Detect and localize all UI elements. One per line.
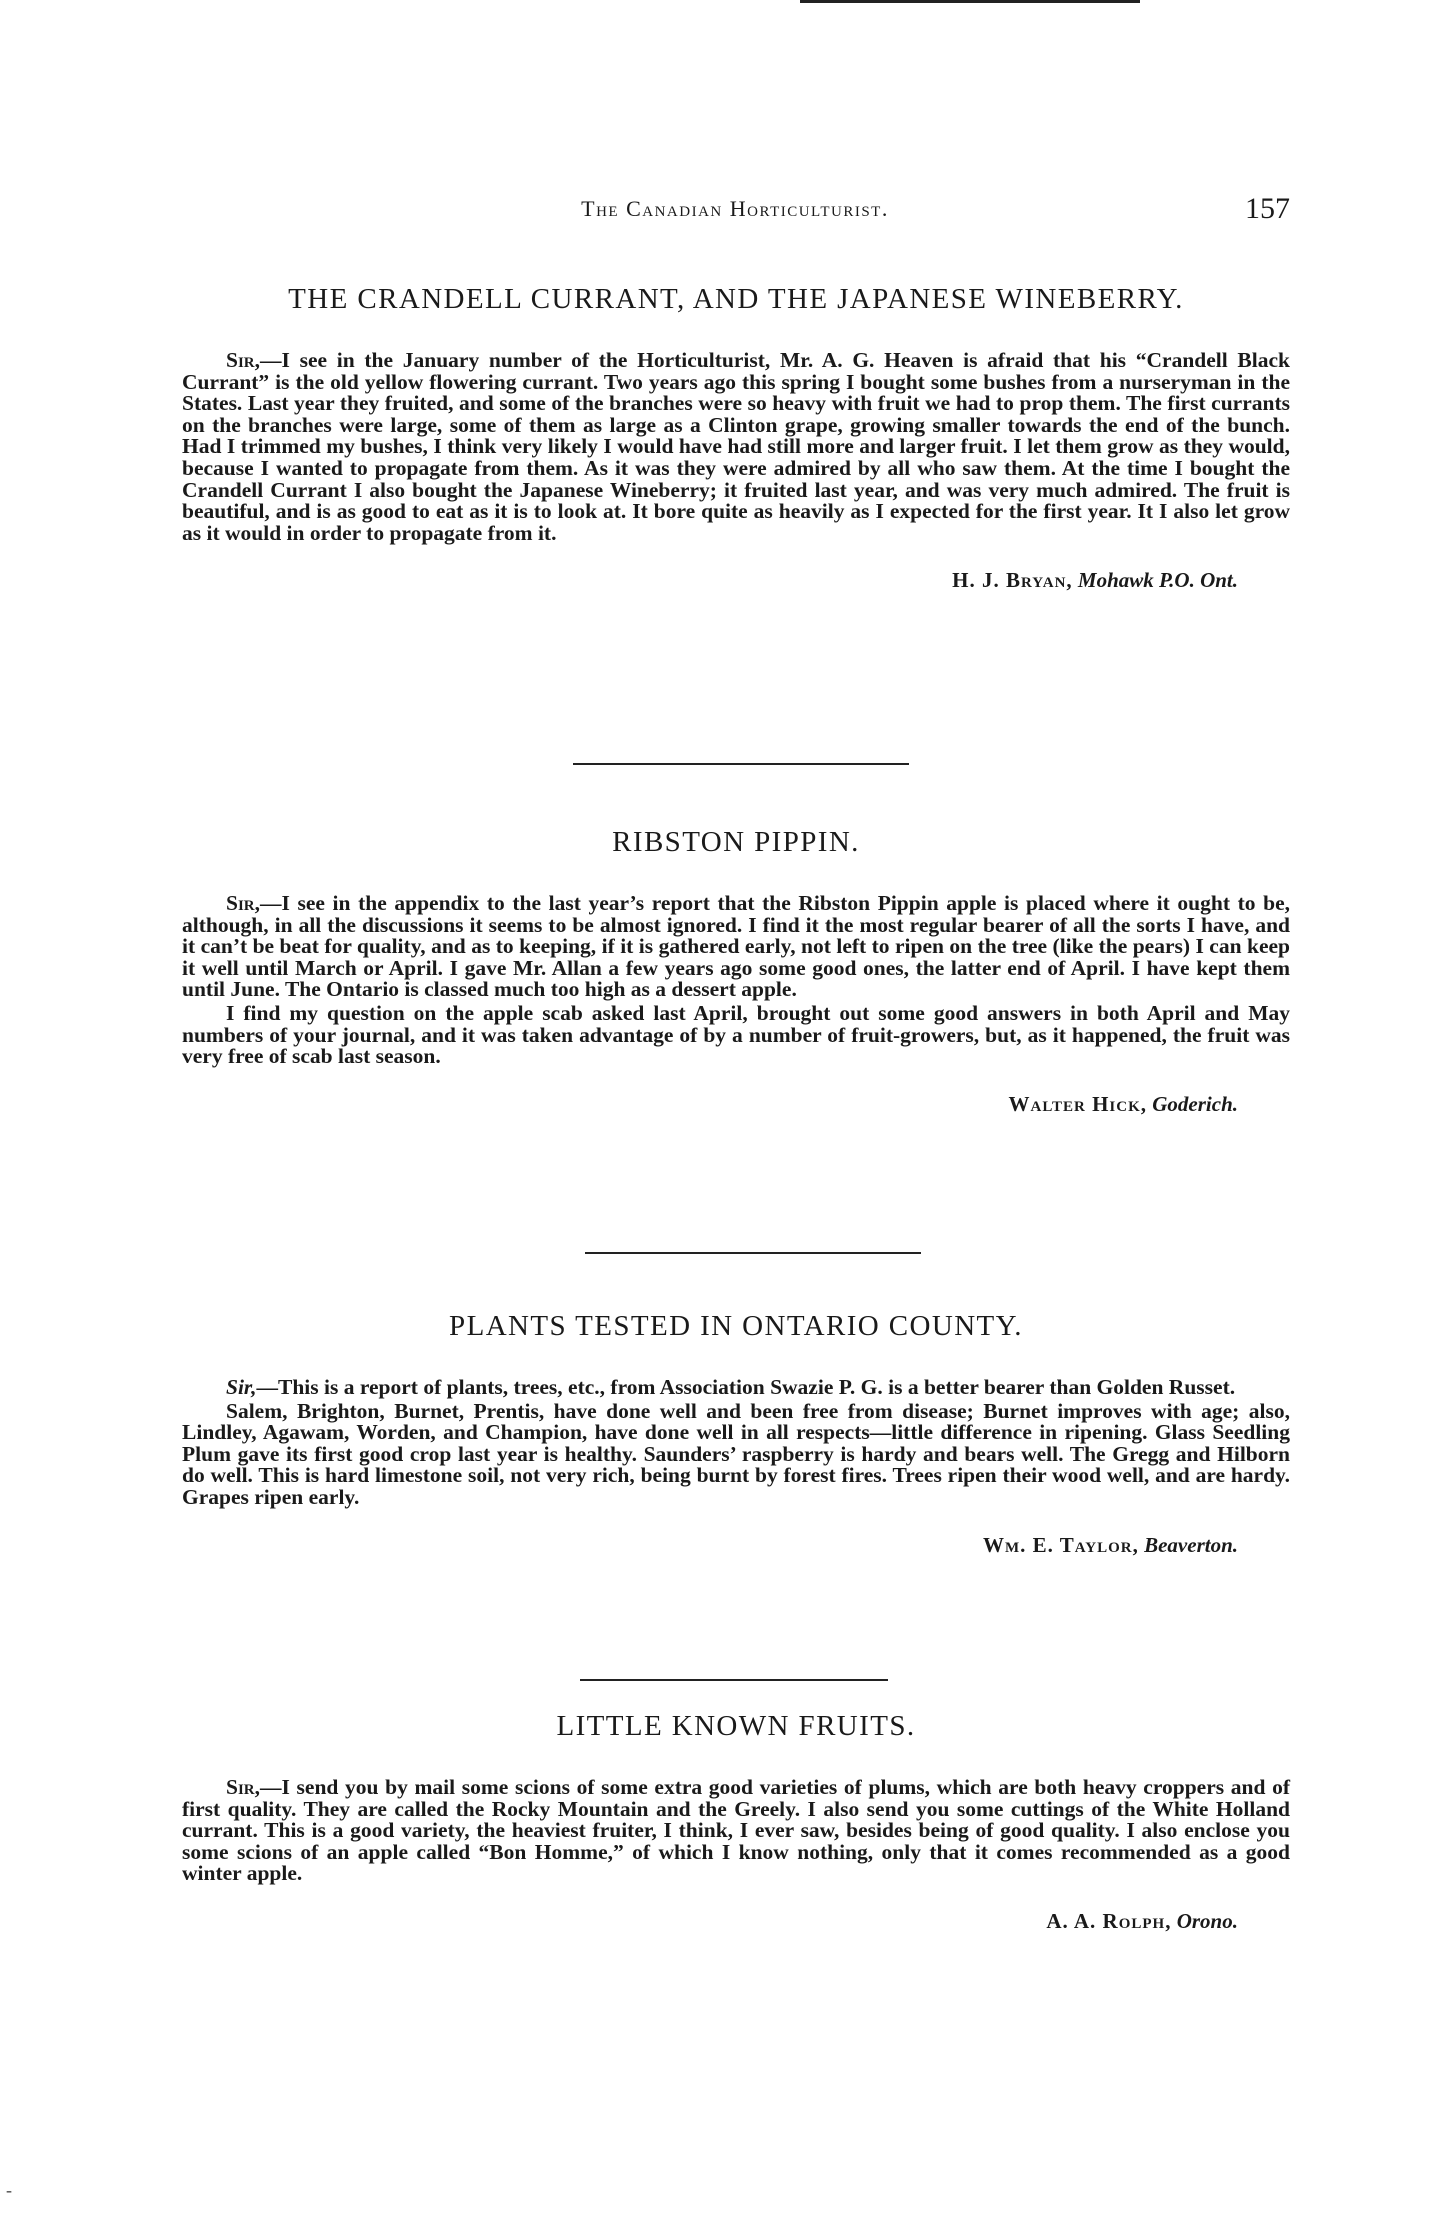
top-edge-rule: [800, 0, 1140, 3]
article-paragraph: [182, 1777, 1290, 1885]
article-ribston-pippin: [182, 826, 1290, 1117]
paragraph-text: Salem, Brighton, Burnet, Prentis, have done well and been free from disease; Burnet improves with age; also, Lindley, Agawam, Worden, and Champion, have done well in all respects—little difference in ripening. Glass Seedling Plum gave its first good crop last year is healthy. Saunders’ raspberry is hardy and bears well. The Gregg and Hilborn do well. This is hard limestone soil, not very rich, being burnt by forest fires. Trees ripen their wood well, and are hardy. Grapes ripen early.: [182, 1398, 1290, 1509]
page-number: 157: [1245, 192, 1290, 225]
salutation: Sir,: [226, 1775, 261, 1799]
paragraph-text: I find my question on the apple scab asked last April, brought out some good answers in both April and May numbers of your journal, and it was taken advantage of by a number of fruit-growers, but, as it happened, the fruit was very free of scab last season.: [182, 1000, 1290, 1069]
signature-name: Wm. E. Taylor,: [983, 1532, 1139, 1557]
article-paragraph: [182, 1377, 1290, 1399]
section-divider: [580, 1679, 888, 1681]
signature-name: H. J. Bryan,: [952, 568, 1073, 593]
paragraph-text: —I send you by mail some scions of some extra good varieties of plums, which are both heavy croppers and of first quality. They are called the Rocky Mountain and the Greely. I also send you some cuttings of the White Holland currant. This is a good variety, the heaviest fruiter, I think, I ever saw, besides being of good quality. I also enclose you some scions of an apple called “Bon Homme,” of which I know nothing, only that it comes recommended as a good winter apple.: [182, 1775, 1290, 1886]
signature: [182, 1092, 1290, 1117]
running-title: The Canadian Horticulturist.: [581, 196, 889, 221]
paragraph-text: —This is a report of plants, trees, etc., from Association Swazie P. G. is a better bearer than Golden Russet.: [256, 1375, 1236, 1399]
salutation: Sir,: [226, 348, 261, 372]
signature-name: Walter Hick,: [1008, 1091, 1147, 1116]
article-paragraph: [182, 350, 1290, 544]
margin-mark: -: [6, 2180, 12, 2200]
signature: [182, 568, 1290, 593]
article-paragraph: [182, 1398, 1290, 1509]
section-divider: [573, 763, 909, 765]
signature-name: A. A. Rolph,: [1046, 1908, 1172, 1933]
signature-place: Beaverton.: [1144, 1532, 1238, 1557]
article-paragraph: [182, 1000, 1290, 1069]
article-title: THE CRANDELL CURRANT, AND THE JAPANESE WINEBERRY.: [288, 283, 1184, 315]
salutation: Sir,: [226, 1375, 257, 1399]
section-divider: [585, 1252, 921, 1254]
article-crandell-currant: [182, 283, 1290, 593]
article-paragraph: [182, 893, 1290, 1001]
signature: [182, 1909, 1290, 1934]
signature-place: Goderich.: [1152, 1091, 1238, 1116]
article-little-known-fruits: [182, 1710, 1290, 1934]
running-head: [180, 192, 1290, 236]
article-title: LITTLE KNOWN FRUITS.: [556, 1710, 916, 1742]
paragraph-text: —I see in the January number of the Horticulturist, Mr. A. G. Heaven is afraid that his “Crandell Black Currant” is the old yellow flowering currant. Two years ago this spring I bought some bushes from a nurseryman in the States. Last year they fruited, and some of the branches were so heavy with fruit we had to prop them. The first currants on the branches were large, some of them as large as a Clinton grape, growing smaller towards the end of the bunch. Had I trimmed my bushes, I think very likely I would have had still more and larger fruit. I let them grow as they would, because I wanted to propagate from them. As it was they were admired by all who saw them. At the time I bought the Crandell Currant I also bought the Japanese Wineberry; it fruited last year, and was very much admired. The fruit is beautiful, and is as good to eat as it is to look at. It bore quite as heavily as I expected for the first year. It I also let grow as it would in order to propagate from it.: [182, 348, 1290, 545]
paragraph-text: —I see in the appendix to the last year’s report that the Ribston Pippin apple is placed where it ought to be, although, in all the discussions it seems to be almost ignored. I find it the most regular bearer of all the sorts I have, and it can’t be beat for quality, and as to keeping, if it is gathered early, not left to ripen on the tree (like the pears) I can keep it well until March or April. I gave Mr. Allan a few years ago some good ones, the latter end of April. I have kept them until June. The Ontario is classed much too high as a dessert apple.: [182, 891, 1290, 1002]
signature-place: Orono.: [1176, 1908, 1238, 1933]
article-plants-tested: [182, 1310, 1290, 1558]
signature: [182, 1533, 1290, 1558]
signature-place: Mohawk P.O. Ont.: [1077, 568, 1238, 593]
article-title: PLANTS TESTED IN ONTARIO COUNTY.: [449, 1310, 1023, 1342]
article-title: RIBSTON PIPPIN.: [612, 826, 860, 858]
salutation: Sir,: [226, 891, 261, 915]
